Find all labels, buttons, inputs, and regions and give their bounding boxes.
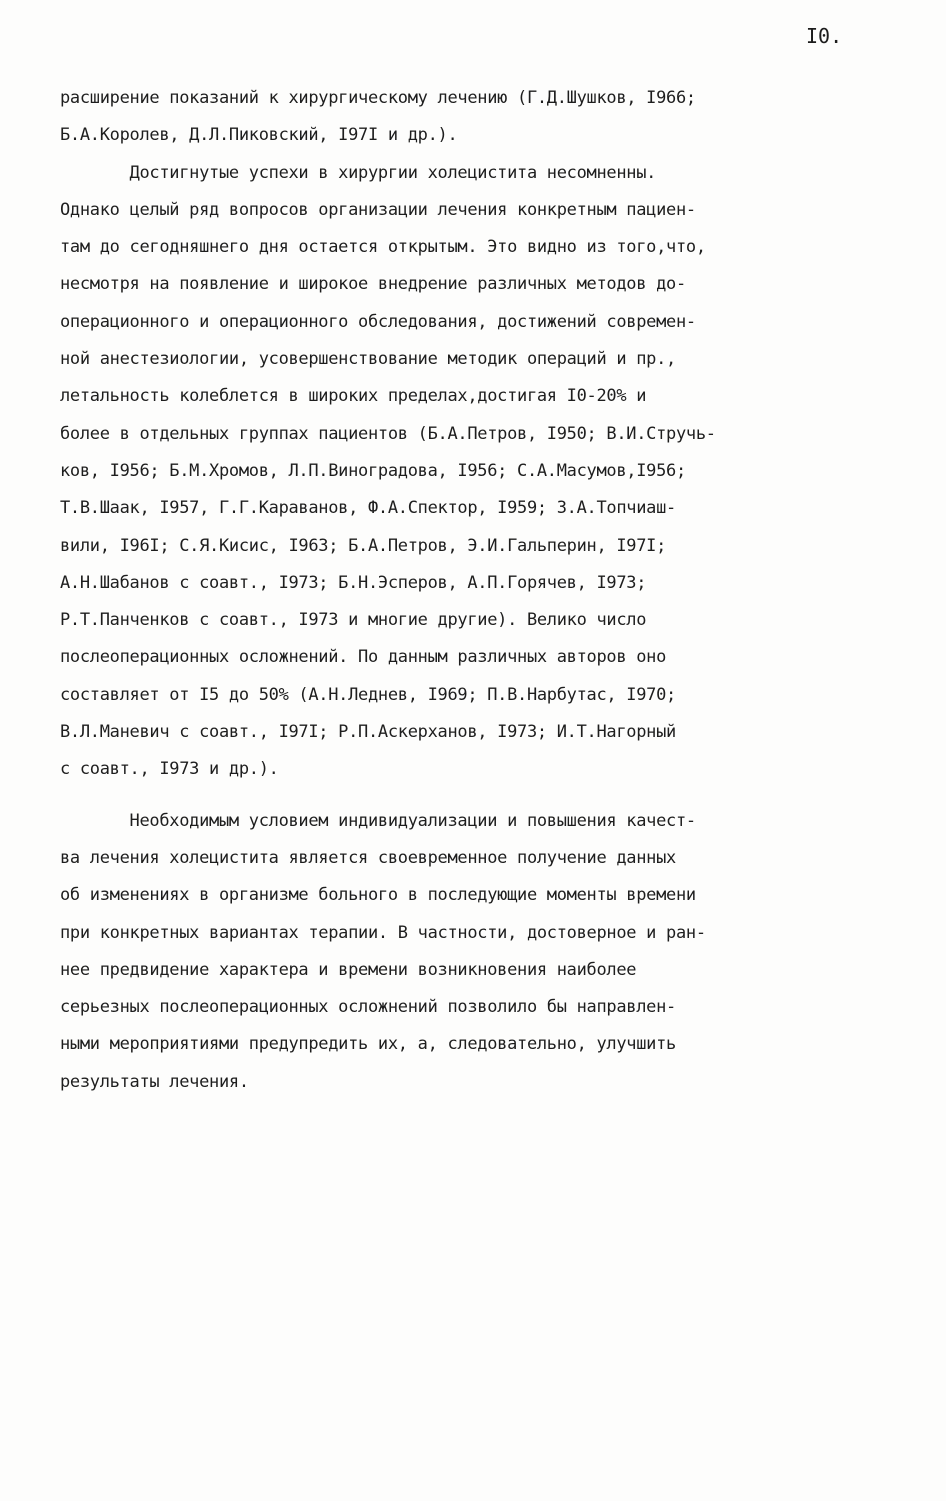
text-line: В.Л.Маневич с соавт., I97I; Р.П.Аскерханов, I973; И.Т.Нагорный [60, 722, 676, 743]
text-line: летальность колеблется в широких пределах,достигая I0-20% и [60, 386, 647, 407]
text-line: Т.В.Шаак, I957, Г.Г.Караванов, Ф.А.Спектор, I959; З.А.Топчиаш- [60, 498, 676, 519]
text-line: об изменениях в организме больного в последующие моменты времени [60, 885, 696, 906]
text-line: при конкретных вариантах терапии. В частности, достоверное и ран- [60, 922, 706, 943]
text-line: А.Н.Шабанов с соавт., I973; Б.Н.Эсперов, А.П.Горячев, I973; [60, 572, 647, 593]
text-line: Достигнутые успехи в хирургии холецистита несомненны. [60, 162, 657, 183]
text-line: операционного и операционного обследования, достижений современ- [60, 311, 696, 332]
text-line: Р.Т.Панченков с соавт., I973 и многие другие). Велико число [60, 610, 647, 631]
text-line: несмотря на появление и широкое внедрение различных методов до- [60, 274, 686, 295]
page-number: I0. [806, 24, 843, 48]
text-line: Однако целый ряд вопросов организации лечения конкретным пациен- [60, 199, 696, 220]
text-line: Необходимым условием индивидуализации и повышения качест- [60, 810, 696, 831]
text-line: ков, I956; Б.М.Хромов, Л.П.Виноградова, I956; С.А.Масумов,I956; [60, 460, 686, 481]
text-line: ва лечения холецистита является своевременное получение данных [60, 847, 676, 868]
text-line: ной анестезиологии, усовершенствование методик операций и пр., [60, 349, 676, 370]
text-line: ными мероприятиями предупредить их, а, следовательно, улучшить [60, 1034, 676, 1055]
text-line: результаты лечения. [60, 1071, 249, 1092]
text-line: с соавт., I973 и др.). [60, 759, 279, 780]
paragraph-gap [60, 789, 910, 803]
text-line: послеоперационных осложнений. По данным различных авторов оно [60, 647, 667, 668]
text-line: серьезных послеоперационных осложнений позволило бы направлен- [60, 997, 676, 1018]
text-line: вили, I96I; С.Я.Кисис, I963; Б.А.Петров, Э.И.Гальперин, I97I; [60, 535, 667, 556]
body-text [60, 80, 910, 1101]
text-line: расширение показаний к хирургическому лечению (Г.Д.Шушков, I966; [60, 88, 696, 108]
text-line: нее предвидение характера и времени возникновения наиболее [60, 959, 637, 980]
text-line: там до сегодняшнего дня остается открытым. Это видно из того,что, [60, 237, 706, 258]
text-line: более в отдельных группах пациентов (Б.А.Петров, I950; В.И.Стручь- [60, 423, 716, 444]
text-line: составляет от I5 до 50% (А.Н.Леднев, I969; П.В.Нарбутас, I970; [60, 684, 676, 705]
text-line: Б.А.Королев, Д.Л.Пиковский, I97I и др.). [60, 125, 458, 146]
